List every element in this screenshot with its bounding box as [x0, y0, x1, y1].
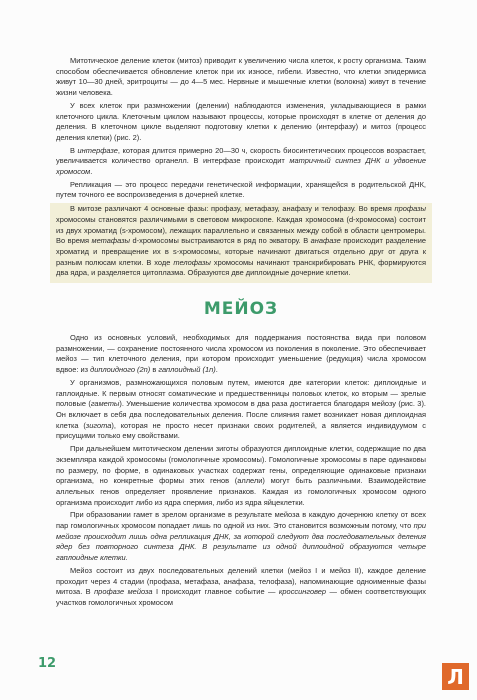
- logo-letter: Л: [447, 664, 464, 689]
- paragraph: В интерфазе, которая длится примерно 20—30 ч, скорость биосинтетических процессов возрастает, увеличивается количество органелл. В интерфазе происходит матричный синтез ДНК и удвоение хромосом.: [56, 145, 427, 177]
- paragraph: У организмов, размножающихся половым путем, имеются две категории клеток: диплоидные и гаплоидные. К первым относят соматические и предшественницы половых клеток, ко вторым — зрелые половые (гаметы). Уменьшение количества хромосом в два раза достигается благодаря мейозу (рис. 3). Он включает в себя два последовательных деления. После слияния гамет возникает новая диплоидная клетка (зигота), которая не просто несет признаки своих родителей, а является индивидуумом с присущими только ему свойствами.: [56, 377, 426, 441]
- paragraph: При дальнейшем митотическом делении зиготы образуются диплоидные клетки, содержащие по два экземпляра каждой хромосомы (гомологичные хромосомы). Гомологичные хромосомы в паре одинаковы по размеру, по форме, в одинаковых участках содержат гены, определяющие одинаковые признаки организма, но конкретные формы этих генов (аллели) могут быть различными. Взаимодействие аллельных генов определяет проявление признаков. Каждая из гомологичных хромосом одного организма происходит либо из ядра спермия, либо из ядра яйцеклетки.: [56, 444, 426, 507]
- term-meiosis-prophase: профазе мейоза: [94, 587, 153, 597]
- term-dna-synthesis: матричный синтез ДНК и удвоение хромосом: [56, 156, 427, 177]
- term-diploid: диплоидного (2n): [90, 365, 151, 375]
- term-prophase: профазы: [394, 204, 426, 214]
- term-telophase: телофазы: [173, 257, 211, 267]
- term-haploid: гаплоидный (1n): [158, 365, 216, 375]
- paragraph: Репликация — это процесс передачи генетической информации, хранящейся в родительской ДНК, путем точного ее воспроизведения в дочерней клетке.: [56, 179, 426, 200]
- mitosis-section: [56, 56, 426, 283]
- section-heading: МЕЙОЗ: [203, 299, 279, 320]
- paragraph: Одно из основных условий, необходимых для поддержания постоянства вида при половом размножении, — сохранение постоянного числа хромосом из поколения в поколение. Это обеспечивает мейоз — тип клеточного деления, при котором происходит уменьшение (редукция) числа хромосом вдвое: из диплоидного (2n) в гаплоидный (1n).: [56, 333, 426, 375]
- paragraph: Митотическое деление клеток (митоз) приводит к увеличению числа клеток, к росту организма. Таким способом обеспечивается обновление клеток при их износе, гибели. Известно, что клетки эпидермиса живут 10—30 дней, эритроциты — до 4—5 мес. Нервные и мышечные клетки (волокна) живут в течение жизни человека.: [56, 56, 426, 98]
- highlighted-block: [50, 203, 432, 283]
- term-zygote: зигота: [85, 420, 112, 430]
- paragraph: Мейоз состоит из двух последовательных делений клетки (мейоз I и мейоз II), каждое деление проходит через 4 стадии (профаза, метафаза, анафаза, телофаза), напоминающие одноименные фазы митоза. В профазе мейоза I происходит главное событие — кроссинговер — обмен соответствующих участков гомологичных хромосом: [56, 565, 426, 607]
- term-anaphase: анафазе: [310, 236, 341, 246]
- page-number: 12: [38, 656, 57, 671]
- page-content: [56, 56, 426, 613]
- meiosis-section: [56, 333, 426, 609]
- key-statement: при мейозе происходит лишь одна репликация ДНК, за которой следуют два последовательных деления ядер без повторного синтеза ДНК. В результате из одной диплоидной образуются четыре гаплоидные клетки.: [56, 521, 426, 563]
- paragraph: У всех клеток при размножении (делении) наблюдаются изменения, укладывающиеся в рамки клеточного цикла. Клеточным циклом называют процессы, которые происходят в клетке от деления до деления. В клеточном цикле выделяют подготовку клетки к делению (интерфазу) и митоз (процесс деления клетки) (рис. 2).: [56, 100, 426, 142]
- term-gametes: гаметы: [90, 399, 120, 409]
- term-interphase: интерфазе: [77, 145, 118, 155]
- paragraph: В митозе различают 4 основные фазы: профазу, метафазу, анафазу и телофазу. Во время профазы хромосомы становятся различимыми в световом микроскопе. Каждая хромосома (d-хромосома) состоит из двух хроматид (s-хромосом), лежащих параллельно и связанных между собой в области центромеры. Во время метафазы d-хромосомы выстраиваются в ряд по экватору. В анафазе происходит разделение хроматид и превращение их в s-хромосомы, которые начинают двигаться отдельно друг от друга к разным полюсам клетки. В ходе телофазы хромосомы начинают транскрибировать РНК, формируются два ядра, и разделяется цитоплазма. Образуются две диплоидные дочерние клетки.: [56, 204, 426, 278]
- term-metaphase: метафазы: [91, 236, 131, 246]
- publisher-logo: [442, 663, 469, 690]
- term-crossing-over: кроссинговер: [278, 587, 327, 597]
- paragraph: При образовании гамет в зрелом организме в результате мейоза в каждую дочернюю клетку от всех пар гомологичных хромосом попадает лишь по одной из них. Это становится возможным потому, что при мейозе происходит лишь одна репликация ДНК, за которой следуют два последовательных деления ядер без повторного синтеза ДНК. В результате из одной диплоидной образуются четыре гаплоидные клетки.: [56, 510, 426, 563]
